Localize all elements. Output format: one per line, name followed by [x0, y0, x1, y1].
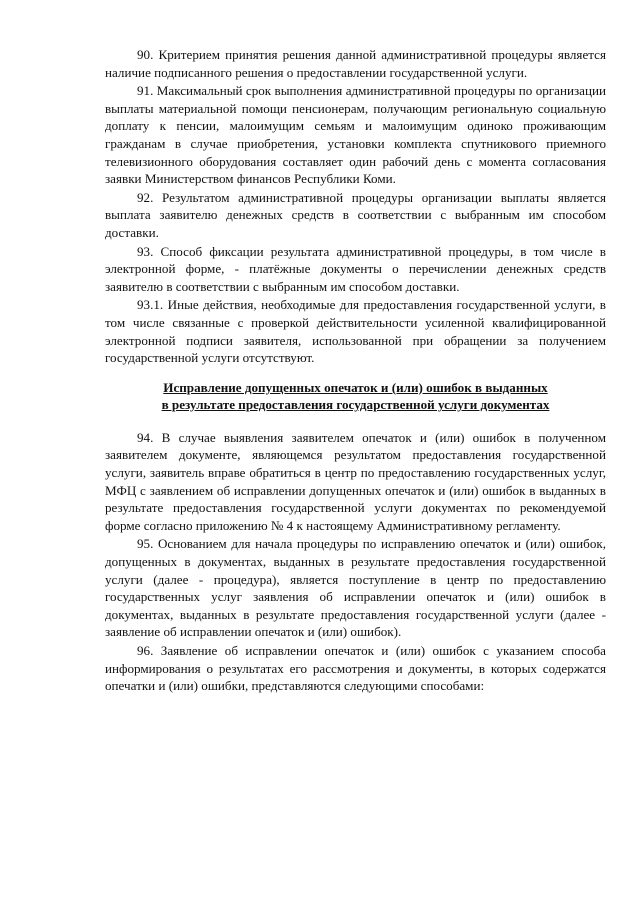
paragraph-96: 96. Заявление об исправлении опечаток и (или) ошибок с указанием способа информирования о результатах его рассмотрения и документы, в которых содержатся опечатки и (или) ошибки, представляются следующими способами: — [105, 643, 606, 694]
paragraph-90: 90. Критерием принятия решения данной административной процедуры является наличие подписанного решения о предоставлении государственной услуги. — [105, 47, 606, 80]
paragraph-94: 94. В случае выявления заявителем опечаток и (или) ошибок в полученном заявителем документе, являющемся результатом предоставления государственной услуги, заявитель вправе обратиться в центр по предоставлению государственных услуг, МФЦ с заявлением об исправлении допущенных опечаток и (или) ошибок в выданных в результате предоставления государственной услуги документах по рекомендуемой форме согласно приложению № 4 к настоящему Административному регламенту. — [105, 429, 606, 533]
section-heading-line-1: Исправление допущенных опечаток и (или) ошибок в выданных — [163, 379, 548, 395]
paragraph-93-1: 93.1. Иные действия, необходимые для предоставления государственной услуги, в том числе связанные с проверкой действительности усиленной квалифицированной электронной подписи заявителя, использованной при обращении за получением государственной услуги отсутствуют. — [105, 297, 606, 366]
paragraph-92: 92. Результатом административной процедуры организации выплаты является выплата заявителю денежных средств в соответствии с выбранным им способом доставки. — [105, 189, 606, 240]
paragraph-95: 95. Основанием для начала процедуры по исправлению опечаток и (или) ошибок, допущенных в документах, выданных в результате предоставления государственной услуги (далее - процедура), является поступление в центр по предоставлению государственных услуг заявления об исправлении опечаток и (или) ошибок в документах, выданных в результате предоставления государственной услуги (далее - заявление об исправлении опечаток и (или) ошибок). — [105, 536, 606, 640]
paragraph-93: 93. Способ фиксации результата административной процедуры, в том числе в электронной форме, - платёжные документы о перечислении денежных средств заявителю в соответствии с выбранным им способом доставки. — [105, 243, 606, 294]
paragraph-91: 91. Максимальный срок выполнения административной процедуры по организации выплаты материальной помощи пенсионерам, получающим региональную социальную доплату к пенсии, малоимущим семьям и малоимущим одиноко проживающим гражданам в случае приобретения, установки комплекта спутникового приемного телевизионного оборудования составляет один рабочий день с момента согласования заявки Министерством финансов Республики Коми. — [105, 83, 606, 187]
section-heading — [105, 379, 606, 414]
section-heading-line-2: в результате предоставления государственной услуги документах — [161, 397, 550, 413]
